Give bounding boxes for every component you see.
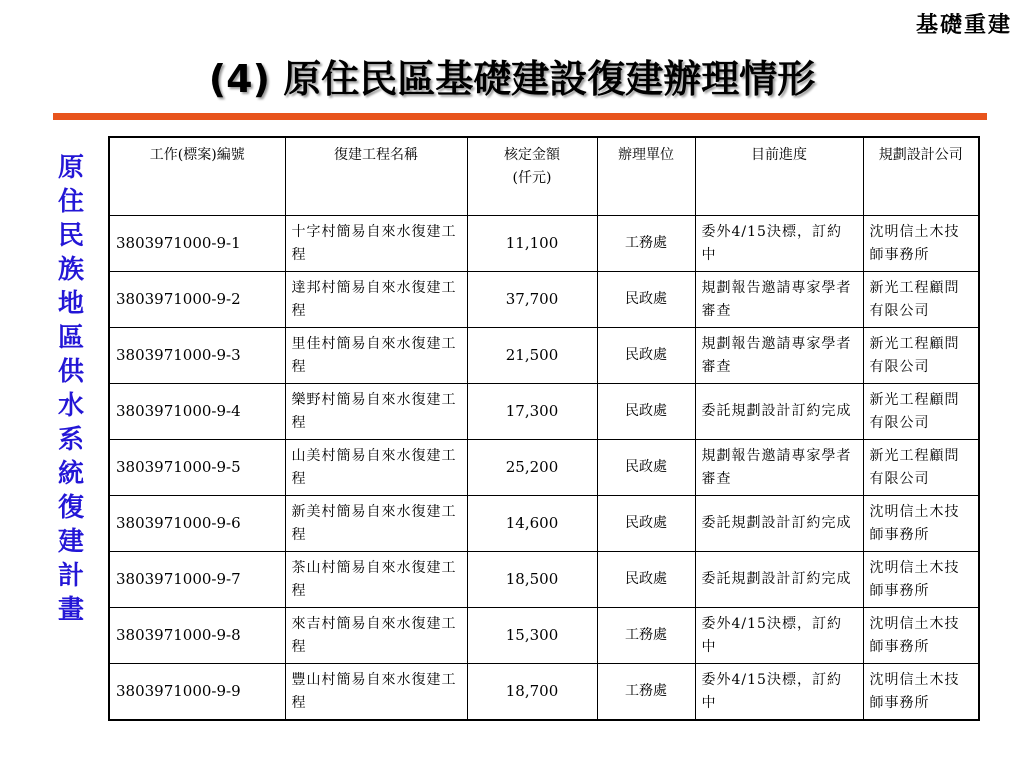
- header-progress: 目前進度: [695, 137, 863, 216]
- current-progress: 委託規劃設計訂約完成: [695, 384, 863, 440]
- table-row: [109, 608, 979, 664]
- table-row: [109, 552, 979, 608]
- approved-amount: 18,500: [467, 552, 597, 608]
- handling-unit: 工務處: [597, 664, 695, 721]
- header-unit: 辦理單位: [597, 137, 695, 216]
- table-row: [109, 440, 979, 496]
- design-company: 新光工程顧問有限公司: [863, 272, 979, 328]
- handling-unit: 工務處: [597, 608, 695, 664]
- approved-amount: 18,700: [467, 664, 597, 721]
- project-code: 3803971000-9-2: [109, 272, 285, 328]
- design-company: 新光工程顧問有限公司: [863, 328, 979, 384]
- header-amount: [467, 137, 597, 216]
- handling-unit: 民政處: [597, 440, 695, 496]
- side-title: 原住民族地區供水系統復建計畫: [57, 153, 84, 625]
- table-row: [109, 216, 979, 272]
- project-code: 3803971000-9-1: [109, 216, 285, 272]
- table-header-row: [109, 137, 979, 216]
- header-amount-line1: 核定金額: [504, 147, 560, 163]
- table-row: [109, 272, 979, 328]
- approved-amount: 11,100: [467, 216, 597, 272]
- current-progress: 委託規劃設計訂約完成: [695, 552, 863, 608]
- approved-amount: 25,200: [467, 440, 597, 496]
- project-name: 豐山村簡易自來水復建工程: [285, 664, 467, 721]
- project-name: 新美村簡易自來水復建工程: [285, 496, 467, 552]
- project-name: 十字村簡易自來水復建工程: [285, 216, 467, 272]
- design-company: 沈明信土木技師事務所: [863, 216, 979, 272]
- handling-unit: 工務處: [597, 216, 695, 272]
- header-code: 工作(標案)編號: [109, 137, 285, 216]
- current-progress: 委外4/15決標，訂約中: [695, 664, 863, 721]
- current-progress: 規劃報告邀請專家學者審查: [695, 328, 863, 384]
- design-company: 新光工程顧問有限公司: [863, 440, 979, 496]
- approved-amount: 14,600: [467, 496, 597, 552]
- project-code: 3803971000-9-9: [109, 664, 285, 721]
- design-company: 沈明信土木技師事務所: [863, 664, 979, 721]
- project-name: 茶山村簡易自來水復建工程: [285, 552, 467, 608]
- design-company: 沈明信土木技師事務所: [863, 496, 979, 552]
- title-divider: [53, 113, 987, 120]
- project-code: 3803971000-9-3: [109, 328, 285, 384]
- handling-unit: 民政處: [597, 496, 695, 552]
- current-progress: 規劃報告邀請專家學者審查: [695, 272, 863, 328]
- handling-unit: 民政處: [597, 328, 695, 384]
- project-code: 3803971000-9-5: [109, 440, 285, 496]
- project-code: 3803971000-9-6: [109, 496, 285, 552]
- current-progress: 規劃報告邀請專家學者審查: [695, 440, 863, 496]
- header-company: 規劃設計公司: [863, 137, 979, 216]
- project-name: 達邦村簡易自來水復建工程: [285, 272, 467, 328]
- table-row: [109, 384, 979, 440]
- current-progress: 委外4/15決標，訂約中: [695, 216, 863, 272]
- current-progress: 委外4/15決標，訂約中: [695, 608, 863, 664]
- header-name: 復建工程名稱: [285, 137, 467, 216]
- table-row: [109, 496, 979, 552]
- approved-amount: 17,300: [467, 384, 597, 440]
- page-title: (4) 原住民區基礎建設復建辦理情形: [208, 57, 816, 101]
- handling-unit: 民政處: [597, 552, 695, 608]
- approved-amount: 21,500: [467, 328, 597, 384]
- project-name: 里佳村簡易自來水復建工程: [285, 328, 467, 384]
- handling-unit: 民政處: [597, 272, 695, 328]
- design-company: 新光工程顧問有限公司: [863, 384, 979, 440]
- design-company: 沈明信土木技師事務所: [863, 608, 979, 664]
- header-amount-line2: (仟元): [512, 170, 552, 186]
- project-table: [108, 136, 980, 721]
- project-code: 3803971000-9-8: [109, 608, 285, 664]
- design-company: 沈明信土木技師事務所: [863, 552, 979, 608]
- current-progress: 委託規劃設計訂約完成: [695, 496, 863, 552]
- project-code: 3803971000-9-4: [109, 384, 285, 440]
- approved-amount: 15,300: [467, 608, 597, 664]
- approved-amount: 37,700: [467, 272, 597, 328]
- section-label: 基礎重建: [915, 12, 1012, 38]
- project-name: 樂野村簡易自來水復建工程: [285, 384, 467, 440]
- table-row: [109, 664, 979, 721]
- project-name: 來吉村簡易自來水復建工程: [285, 608, 467, 664]
- project-code: 3803971000-9-7: [109, 552, 285, 608]
- table-row: [109, 328, 979, 384]
- table-body: [109, 216, 979, 721]
- project-name: 山美村簡易自來水復建工程: [285, 440, 467, 496]
- handling-unit: 民政處: [597, 384, 695, 440]
